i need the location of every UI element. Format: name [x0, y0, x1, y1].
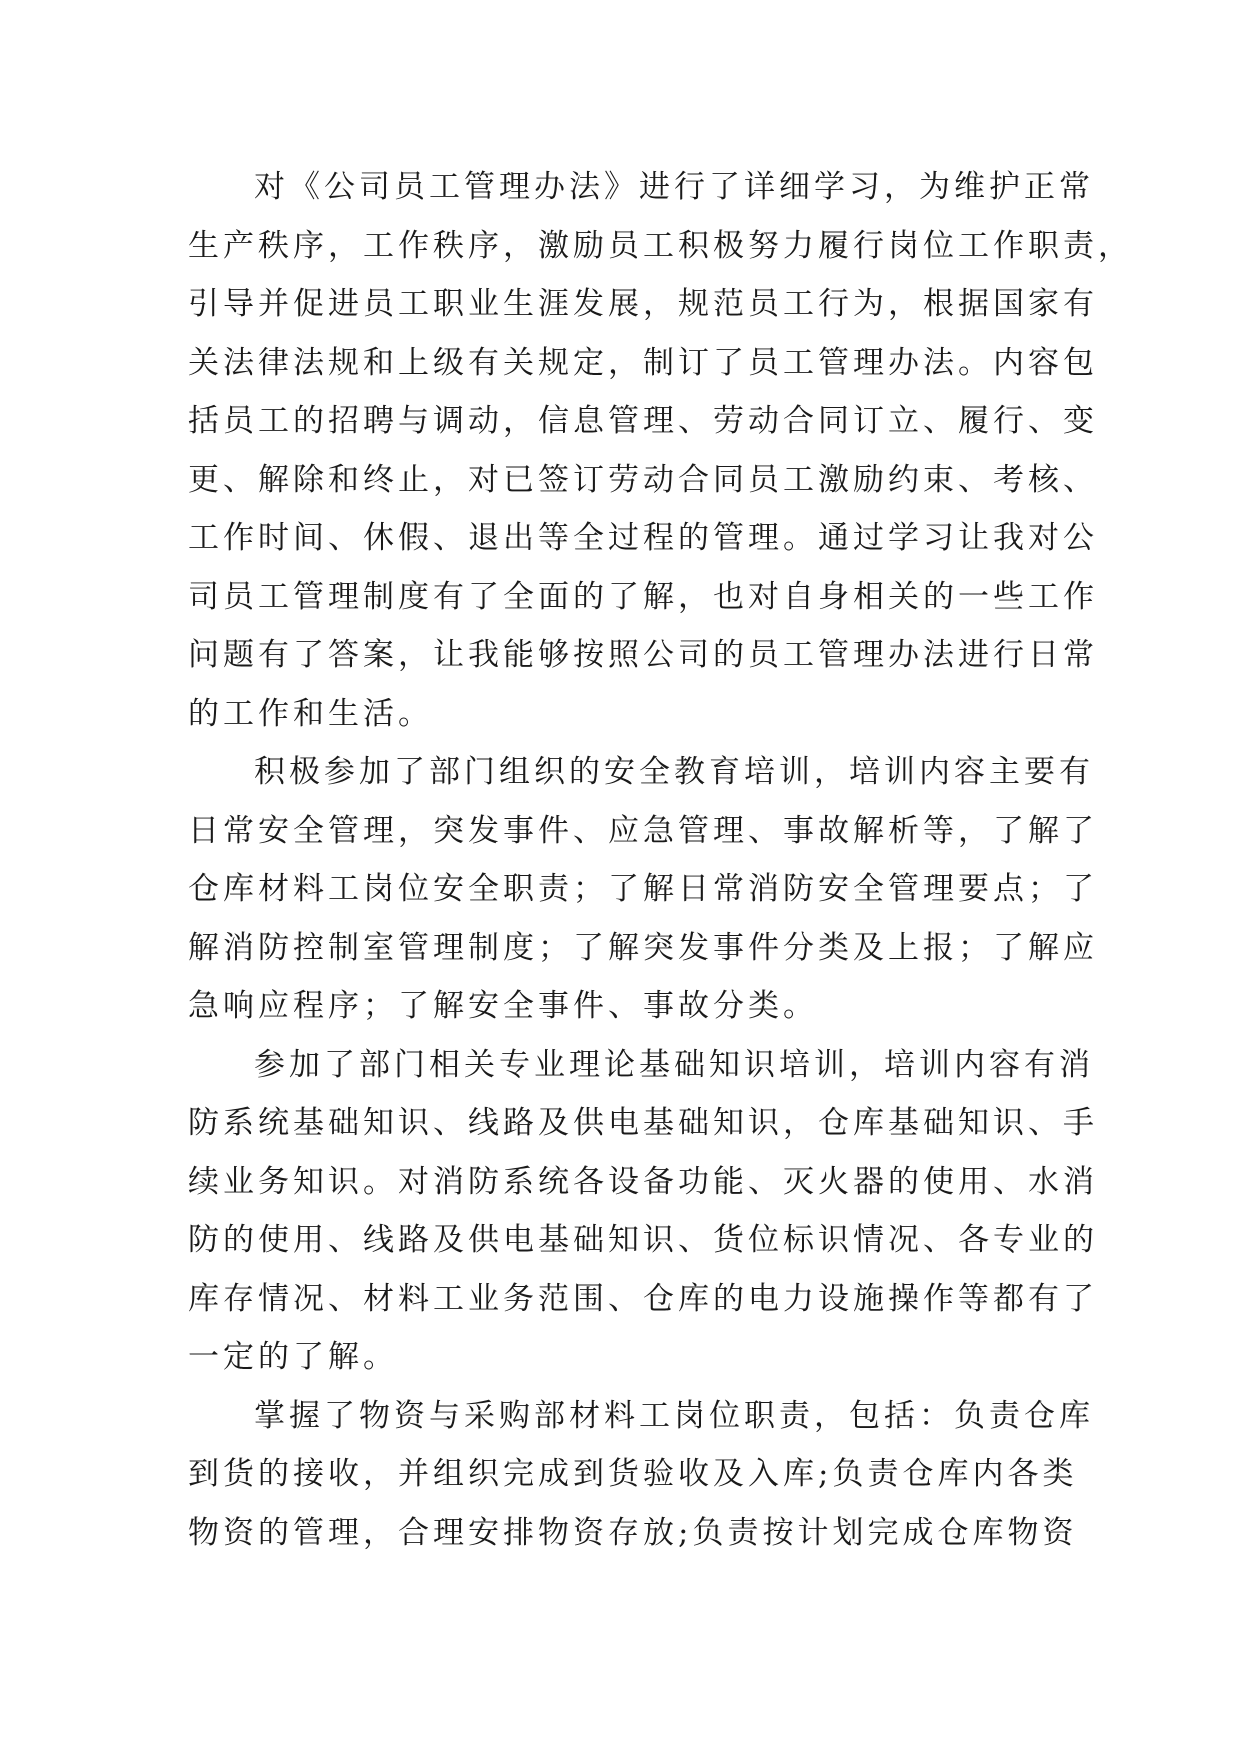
paragraph-line: 库存情况、材料工业务范围、仓库的电力设施操作等都有了	[188, 1280, 1098, 1317]
paragraph-line: 防的使用、线路及供电基础知识、货位标识情况、各专业的	[188, 1222, 1098, 1258]
paragraph-line: 引导并促进员工职业生涯发展，规范员工行为，根据国家有	[188, 286, 1098, 322]
paragraph-line: 积极参加了部门组织的安全教育培训，培训内容主要有	[254, 754, 1094, 790]
paragraph-line: 到货的接收，并组织完成到货验收及入库;负责仓库内各类	[188, 1456, 1078, 1492]
paragraph-line: 续业务知识。对消防系统各设备功能、灭火器的使用、水消	[188, 1163, 1098, 1200]
paragraph-line: 参加了部门相关专业理论基础知识培训，培训内容有消	[254, 1046, 1094, 1083]
paragraph-line: 日常安全管理，突发事件、应急管理、事故解析等，了解了	[188, 812, 1098, 849]
paragraph	[188, 158, 1133, 743]
paragraph-line: 急响应程序；了解安全事件、事故分类。	[188, 988, 818, 1024]
paragraph	[188, 743, 1098, 1036]
paragraph-line: 工作时间、休假、退出等全过程的管理。通过学习让我对公	[188, 520, 1098, 556]
paragraph-line: 仓库材料工岗位安全职责；了解日常消防安全管理要点；了	[188, 871, 1098, 907]
paragraph-line: 生产秩序，工作秩序，激励员工积极努力履行岗位工作职责，	[188, 227, 1133, 264]
paragraph-line: 防系统基础知识、线路及供电基础知识，仓库基础知识、手	[188, 1105, 1098, 1141]
paragraph-line: 一定的了解。	[188, 1339, 398, 1375]
paragraph-line: 解消防控制室管理制度；了解突发事件分类及上报；了解应	[188, 929, 1098, 966]
paragraph-line: 物资的管理，合理安排物资存放;负责按计划完成仓库物资	[188, 1514, 1078, 1551]
paragraph	[188, 1387, 1094, 1563]
paragraph-line: 更、解除和终止，对已签订劳动合同员工激励约束、考核、	[188, 461, 1098, 498]
paragraph-line: 对《公司员工管理办法》进行了详细学习，为维护正常	[254, 169, 1094, 205]
paragraph-line: 问题有了答案，让我能够按照公司的员工管理办法进行日常	[188, 637, 1098, 673]
paragraph-line: 司员工管理制度有了全面的了解，也对自身相关的一些工作	[188, 578, 1098, 615]
paragraph	[188, 1036, 1098, 1387]
paragraph-line: 关法律法规和上级有关规定，制订了员工管理办法。内容包	[188, 344, 1098, 381]
paragraph-line: 括员工的招聘与调动，信息管理、劳动合同订立、履行、变	[188, 403, 1098, 439]
paragraph-line: 的工作和生活。	[188, 695, 433, 732]
document-body	[188, 158, 1133, 1562]
paragraph-line: 掌握了物资与采购部材料工岗位职责，包括：负责仓库	[254, 1397, 1094, 1434]
